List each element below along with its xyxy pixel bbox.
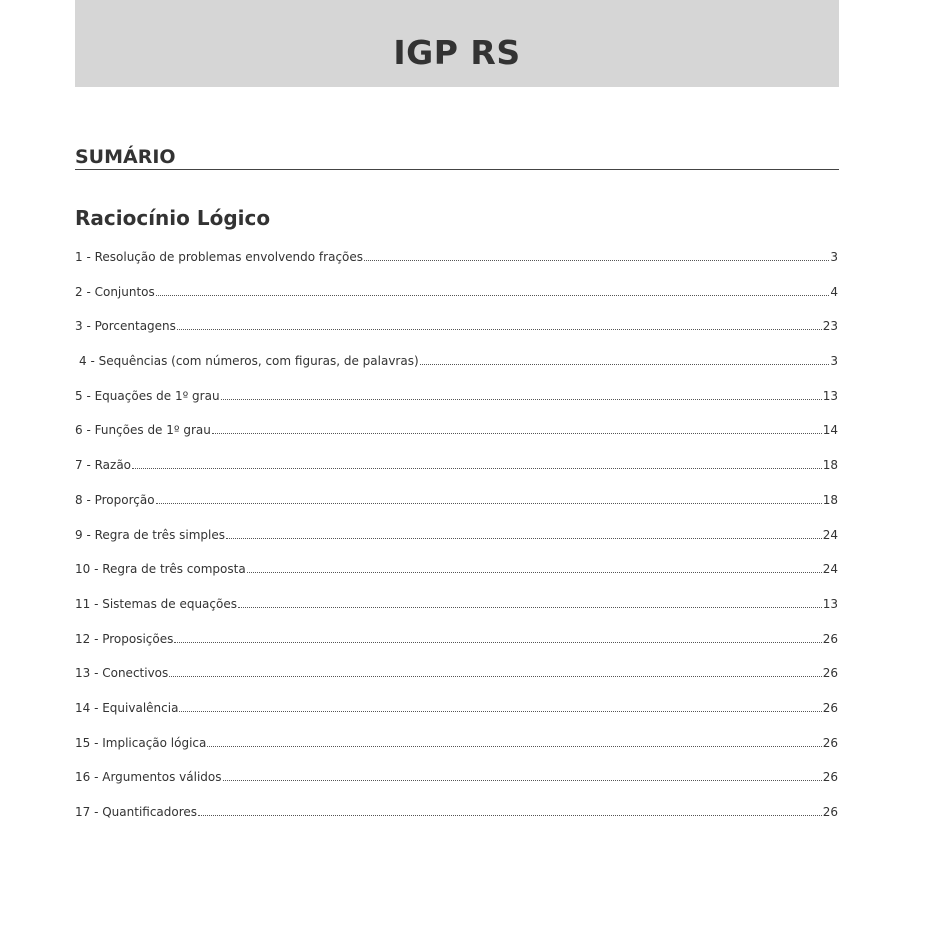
toc-entry xyxy=(75,805,838,840)
toc-entry-page: 26 xyxy=(822,805,838,819)
toc-entry-page: 26 xyxy=(822,666,838,681)
section-title: Raciocínio Lógico xyxy=(75,206,271,230)
toc-entry-page: 18 xyxy=(822,492,838,507)
toc-entry-label: 13 - Conectivos xyxy=(75,666,169,681)
toc-entry-label: 10 - Regra de três composta xyxy=(75,562,246,577)
toc-entry xyxy=(75,250,838,285)
toc-entry xyxy=(75,597,838,632)
toc-entry-page: 3 xyxy=(830,250,838,264)
toc-entry xyxy=(75,354,838,389)
toc-entry-label: 9 - Regra de três simples xyxy=(75,527,225,542)
toc-dot-leader xyxy=(156,503,822,504)
toc-entry-label: 15 - Implicação lógica xyxy=(75,735,207,750)
toc-entry-label: 12 - Proposições xyxy=(75,631,174,646)
toc-dot-leader xyxy=(420,364,830,365)
toc-entry xyxy=(75,528,838,563)
toc-dot-leader xyxy=(238,607,822,608)
toc-dot-leader xyxy=(223,780,822,781)
summary-heading: SUMÁRIO xyxy=(75,146,176,168)
toc-entry-label: 11 - Sistemas de equações xyxy=(75,596,237,611)
toc-entry xyxy=(75,562,838,597)
toc-entry-page: 24 xyxy=(822,562,838,577)
toc-entry xyxy=(75,770,838,805)
toc-entry-label: 5 - Equações de 1º grau xyxy=(75,388,220,403)
toc-entry xyxy=(75,285,838,320)
toc-entry-page: 26 xyxy=(822,700,838,715)
toc-entry-page: 23 xyxy=(822,319,838,334)
toc-entry-label: 17 - Quantificadores xyxy=(75,805,198,819)
toc-dot-leader xyxy=(156,295,830,296)
toc-entry-label: 7 - Razão xyxy=(75,458,132,473)
toc-dot-leader xyxy=(179,711,821,712)
toc-dot-leader xyxy=(226,538,822,539)
toc-entry-label: 14 - Equivalência xyxy=(75,700,179,715)
toc-entry xyxy=(75,319,838,354)
toc-entry-page: 26 xyxy=(822,770,838,785)
table-of-contents xyxy=(75,250,838,840)
toc-entry-page: 24 xyxy=(822,527,838,542)
toc-entry-label: 1 - Resolução de problemas envolvendo frações xyxy=(75,250,364,264)
toc-dot-leader xyxy=(207,746,821,747)
toc-dot-leader xyxy=(364,260,829,261)
toc-dot-leader xyxy=(132,468,822,469)
toc-entry xyxy=(75,458,838,493)
toc-dot-leader xyxy=(247,572,822,573)
toc-entry-label: 3 - Porcentagens xyxy=(75,319,176,334)
toc-entry-page: 26 xyxy=(822,631,838,646)
toc-entry-label: 8 - Proporção xyxy=(75,492,155,507)
toc-dot-leader xyxy=(174,642,821,643)
toc-entry-label: 4 - Sequências (com números, com figuras, de palavras) xyxy=(79,354,419,369)
toc-entry xyxy=(75,389,838,424)
toc-dot-leader xyxy=(198,815,822,816)
toc-entry xyxy=(75,632,838,667)
toc-dot-leader xyxy=(221,399,822,400)
document-title: IGP RS xyxy=(393,33,521,72)
toc-dot-leader xyxy=(169,676,821,677)
toc-entry-page: 4 xyxy=(830,284,838,299)
toc-entry-page: 26 xyxy=(822,735,838,750)
toc-entry-page: 13 xyxy=(822,388,838,403)
toc-entry-page: 14 xyxy=(822,423,838,438)
toc-entry-page: 3 xyxy=(830,354,838,369)
toc-entry xyxy=(75,666,838,701)
toc-entry xyxy=(75,493,838,528)
toc-entry-label: 6 - Funções de 1º grau xyxy=(75,423,211,438)
toc-entry-label: 16 - Argumentos válidos xyxy=(75,770,222,785)
toc-dot-leader xyxy=(177,329,822,330)
toc-dot-leader xyxy=(212,433,822,434)
toc-entry-page: 18 xyxy=(822,458,838,473)
toc-entry xyxy=(75,736,838,771)
header-band xyxy=(75,0,839,87)
toc-entry xyxy=(75,423,838,458)
summary-divider xyxy=(75,169,839,170)
toc-entry-label: 2 - Conjuntos xyxy=(75,284,155,299)
toc-entry xyxy=(75,701,838,736)
toc-entry-page: 13 xyxy=(822,596,838,611)
